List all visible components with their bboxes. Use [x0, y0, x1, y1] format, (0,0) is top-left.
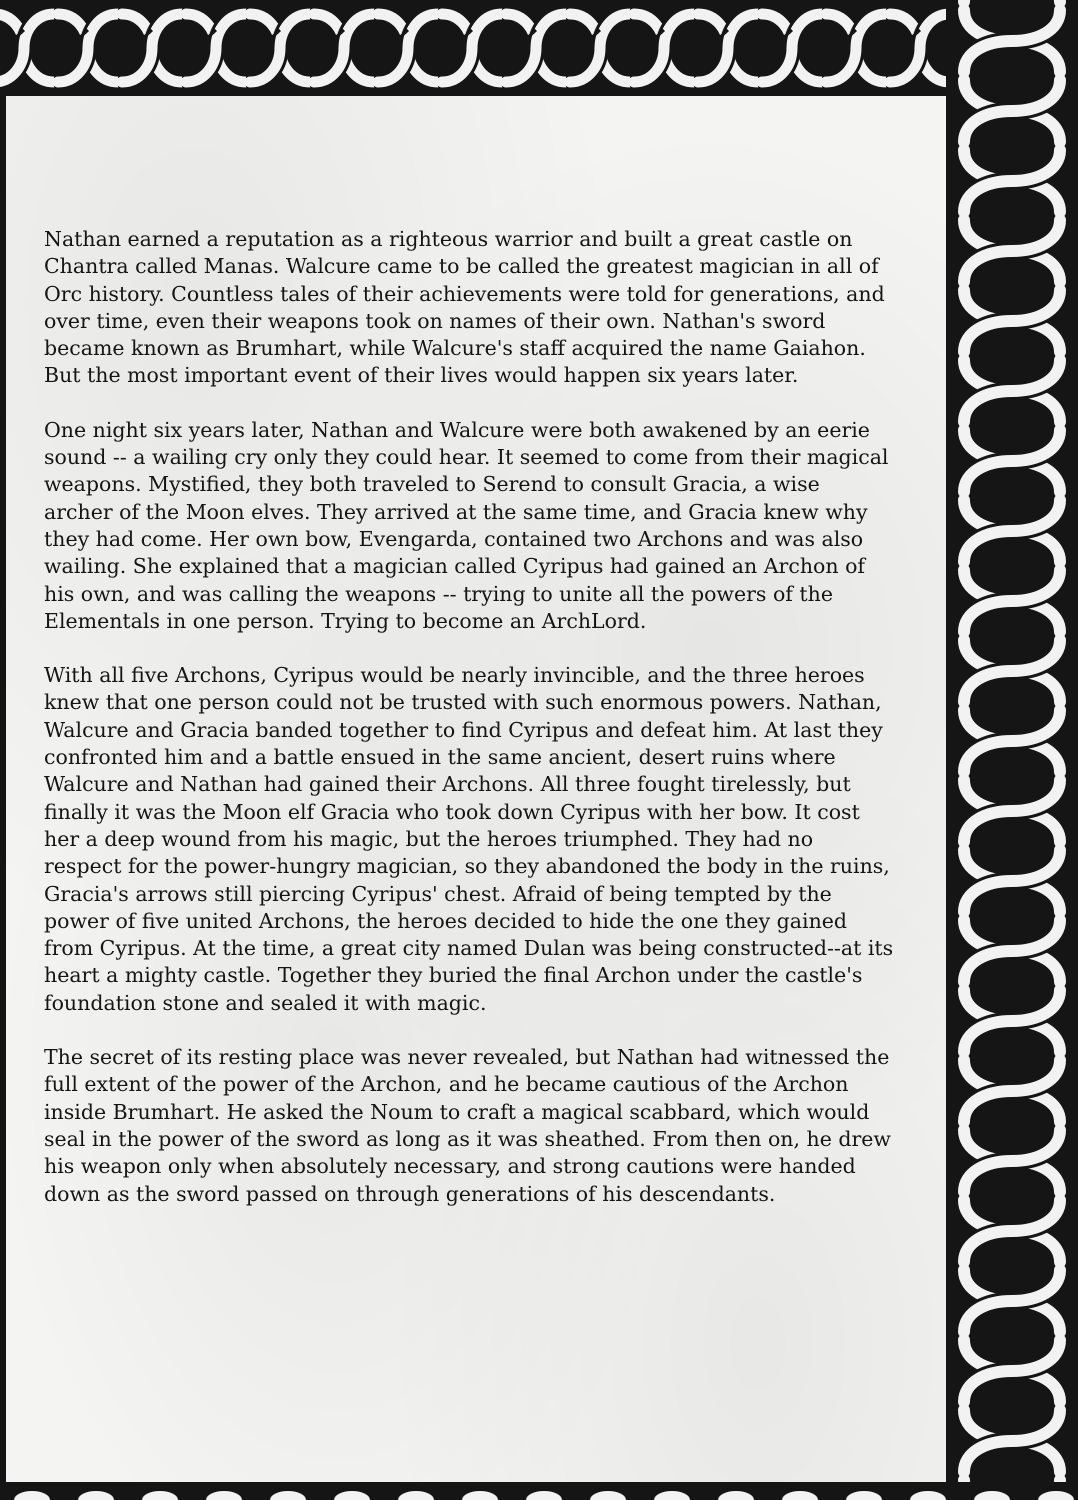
celtic-knot-top-border — [0, 0, 1078, 96]
story-paragraph-1: Nathan earned a reputation as a righteous warrior and built a great castle on Chantra called Manas. Walcure came to be called the greatest magician in all of Orc history. Countless tales of their achievements were told for generations, and over time, even their weapons took on names of their own. Nathan's sword became known as Brumhart, while Walcure's staff acquired the name Gaiahon. But the most important event of their lives would happen six years later. — [44, 227, 885, 388]
celtic-knot-top-icon — [0, 0, 1078, 96]
celtic-knot-right-border — [946, 0, 1078, 1500]
celtic-knot-bottom-icon — [0, 1482, 1078, 1500]
celtic-knot-bottom-border — [0, 1482, 1078, 1500]
story-paragraph-4: The secret of its resting place was never revealed, but Nathan had witnessed the full extent of the power of the Archon, and he became cautious of the Archon inside Brumhart. He asked the Noum to craft a magical scabbard, which would seal in the power of the sword as long as it was sheathed. From then on, he drew his weapon only when absolutely necessary, and strong cautions were handed down as the sword passed on through generations of his descendants. — [44, 1045, 891, 1206]
story-paragraph-3: With all five Archons, Cyripus would be nearly invincible, and the three heroes knew that one person could not be trusted with such enormous powers. Nathan, Walcure and Gracia banded together to find Cyripus and defeat him. At last they confronted him and a battle ensued in the same ancient, desert ruins where Walcure and Nathan had gained their Archons. All three fought tirelessly, but finally it was the Moon elf Gracia who took down Cyripus with her bow. It cost her a deep wound from his magic, but the heroes triumphed. They had no respect for the power-hungry magician, so they abandoned the body in the ruins, Gracia's arrows still piercing Cyripus' chest. Afraid of being tempted by the power of five united Archons, the heroes decided to hide the one they gained from Cyripus. At the time, a great city named Dulan was being constructed--at its heart a mighty castle. Together they buried the final Archon under the castle's foundation stone and sealed it with magic. — [44, 663, 894, 1015]
story-paragraph-2: One night six years later, Nathan and Walcure were both awakened by an eerie sound -- a wailing cry only they could hear. It seemed to come from their magical weapons. Mystified, they both traveled to Serend to consult Gracia, a wise archer of the Moon elves. They arrived at the same time, and Gracia knew why they had come. Her own bow, Evengarda, contained two Archons and was also wailing. She explained that a magician called Cyripus had gained an Archon of his own, and was calling the weapons -- trying to unite all the powers of the Elementals in one person. Trying to become an ArchLord. — [44, 417, 889, 633]
celtic-knot-right-icon — [946, 0, 1078, 1500]
story-text — [44, 226, 894, 1235]
